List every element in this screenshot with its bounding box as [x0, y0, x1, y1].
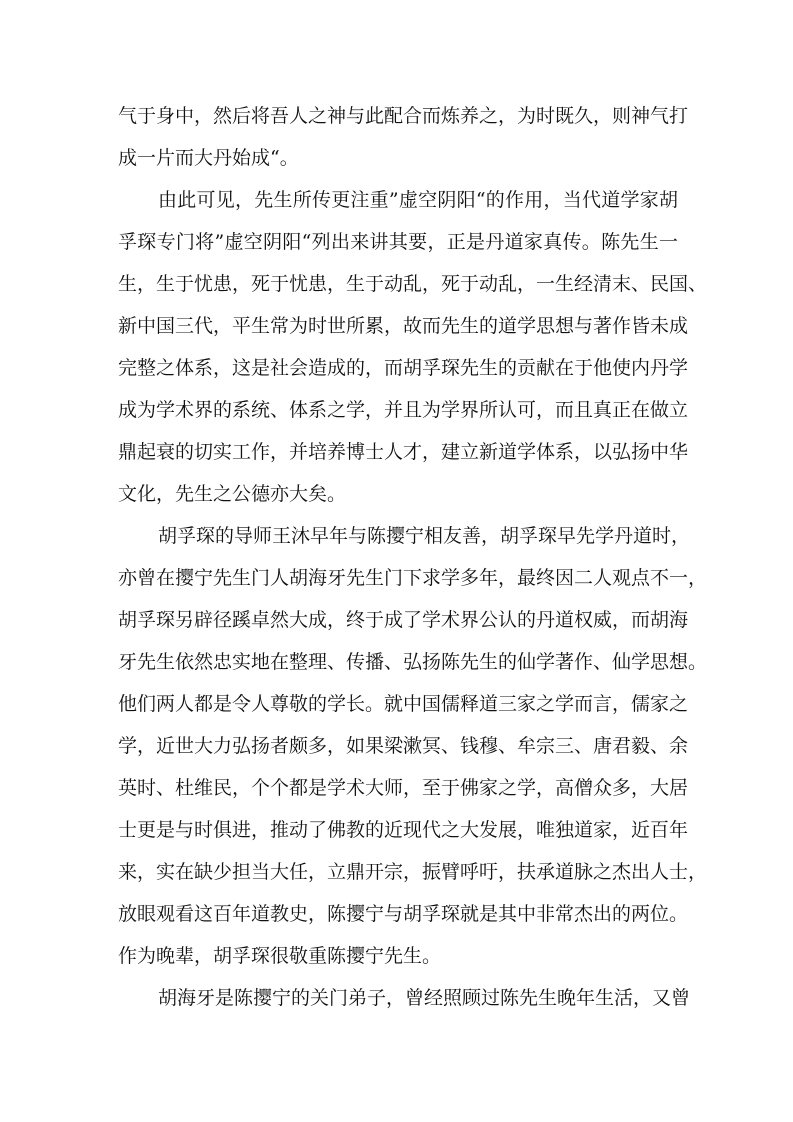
text-line: 亦曾在撄宁先生门人胡海牙先生门下求学多年，最终因二人观点不一，	[118, 567, 708, 589]
text-line: 完整之体系，这是社会造成的，而胡孚琛先生的贡献在于他使内丹学	[118, 357, 689, 379]
text-line: 气于身中，然后将吾人之神与此配合而炼养之，为时既久，则神气打	[118, 105, 689, 127]
text-line: 生，生于忧患，死于忧患，生于动乱，死于动乱，一生经清末、民国、	[118, 273, 708, 295]
text-line: 文化，先生之公德亦大矣。	[118, 483, 347, 505]
text-line: 他们两人都是令人尊敬的学长。就中国儒释道三家之学而言，儒家之	[118, 693, 689, 715]
text-line: 胡孚琛另辟径蹊卓然大成，终于成了学术界公认的丹道权威，而胡海	[118, 609, 689, 631]
text-line: 成一片而大丹始成“。	[118, 147, 299, 169]
text-line: 由此可见，先生所传更注重”虚空阴阳“的作用，当代道学家胡	[158, 189, 678, 211]
text-line: 成为学术界的系统、体系之学，并且为学界所认可，而且真正在做立	[118, 399, 689, 421]
text-line: 放眼观看这百年道教史，陈撄宁与胡孚琛就是其中非常杰出的两位。	[118, 903, 689, 925]
text-line: 作为晚辈，胡孚琛很敬重陈撄宁先生。	[118, 945, 442, 967]
text-line: 胡海牙是陈撄宁的关门弟子，曾经照顾过陈先生晚年生活，又曾	[158, 987, 691, 1009]
text-line: 胡孚琛的导师王沐早年与陈撄宁相友善，胡孚琛早先学丹道时，	[158, 525, 691, 547]
text-line: 孚琛专门将”虚空阴阳“列出来讲其要，正是丹道家真传。陈先生一	[118, 231, 678, 253]
text-line: 牙先生依然忠实地在整理、传播、弘扬陈先生的仙学著作、仙学思想。	[118, 651, 708, 673]
text-line: 学，近世大力弘扬者颇多，如果梁漱冥、钱穆、牟宗三、唐君毅、余	[118, 735, 689, 757]
body-text	[118, 95, 708, 1019]
text-line: 新中国三代，平生常为时世所累，故而先生的道学思想与著作皆未成	[118, 315, 689, 337]
text-line: 英时、杜维民，个个都是学术大师，至于佛家之学，高僧众多，大居	[118, 777, 689, 799]
text-line: 鼎起衰的切实工作，并培养博士人才，建立新道学体系，以弘扬中华	[118, 441, 689, 463]
text-line: 士更是与时俱进，推动了佛教的近现代之大发展，唯独道家，近百年	[118, 819, 689, 841]
text-line: 来，实在缺少担当大任，立鼎开宗，振臂呼吁，扶承道脉之杰出人士，	[118, 861, 708, 883]
